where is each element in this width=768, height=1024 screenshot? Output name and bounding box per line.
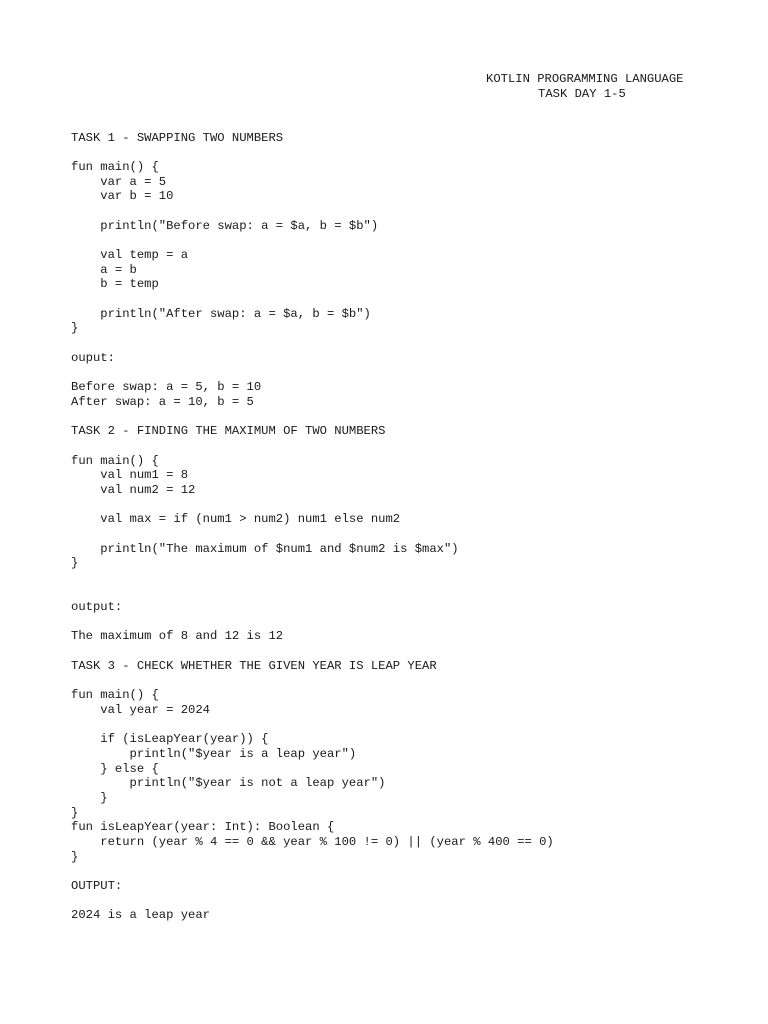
code-line: println("After swap: a = $a, b = $b") [71,307,371,321]
code-line: if (isLeapYear(year)) { [71,732,269,746]
code-line: a = b [71,263,137,277]
output-line: Before swap: a = 5, b = 10 [71,380,262,394]
output-line: 2024 is a leap year [71,908,210,922]
code-line: println("$year is a leap year") [71,747,357,761]
document-title: KOTLIN PROGRAMMING LANGUAGE [486,72,684,86]
code-line: var b = 10 [71,189,174,203]
output-line: After swap: a = 10, b = 5 [71,395,254,409]
code-line: println("$year is not a leap year") [71,776,386,790]
code-line: } [71,791,108,805]
output-line: The maximum of 8 and 12 is 12 [71,629,284,643]
output-label: OUTPUT: [71,879,123,893]
code-line: fun main() { [71,454,159,468]
code-line: val temp = a [71,248,189,262]
code-line: val year = 2024 [71,703,210,717]
code-line: fun isLeapYear(year: Int): Boolean { [71,820,335,834]
code-line: } [71,321,79,335]
task-3-heading: TASK 3 - CHECK WHETHER THE GIVEN YEAR IS LEAP YEAR [71,659,437,673]
code-line: return (year % 4 == 0 && year % 100 != 0) || (year % 400 == 0) [71,835,554,849]
code-line: val num2 = 12 [71,483,196,497]
code-line: var a = 5 [71,175,167,189]
document-subtitle: TASK DAY 1-5 [538,87,626,101]
code-line: fun main() { [71,160,159,174]
code-line: } [71,850,79,864]
output-label: ouput: [71,351,115,365]
code-line: } [71,556,79,570]
code-line: println("Before swap: a = $a, b = $b") [71,219,379,233]
output-label: output: [71,600,123,614]
code-line: fun main() { [71,688,159,702]
code-line: } else { [71,762,159,776]
code-line: b = temp [71,277,159,291]
code-line: } [71,806,79,820]
task-2-heading: TASK 2 - FINDING THE MAXIMUM OF TWO NUMBERS [71,424,386,438]
code-line: val num1 = 8 [71,468,189,482]
code-line: println("The maximum of $num1 and $num2 is $max") [71,542,459,556]
task-1-heading: TASK 1 - SWAPPING TWO NUMBERS [71,131,284,145]
code-line: val max = if (num1 > num2) num1 else num2 [71,512,401,526]
